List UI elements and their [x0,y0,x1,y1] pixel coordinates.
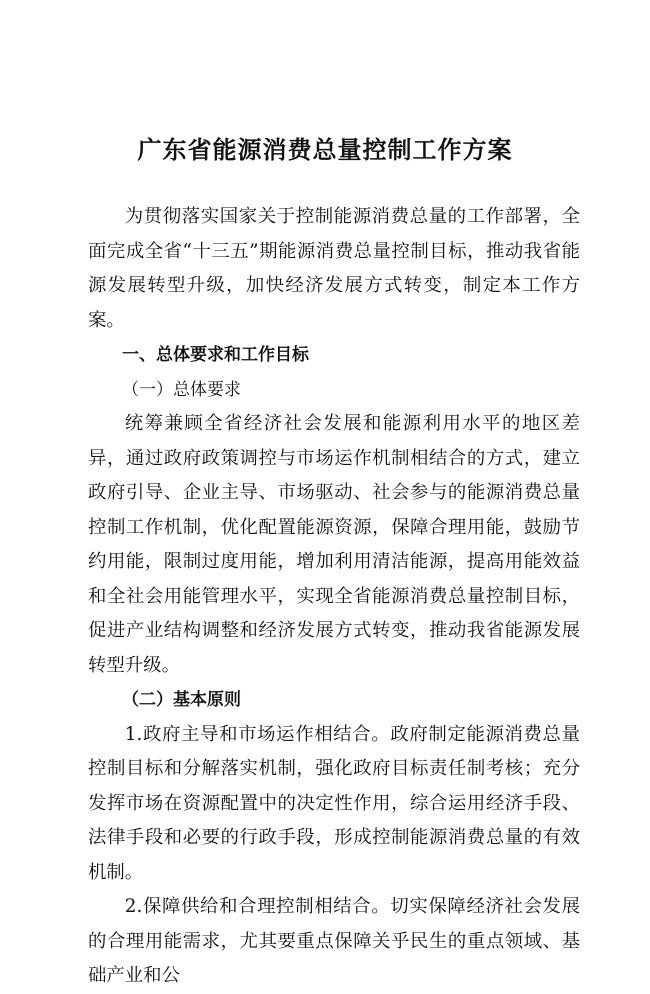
subsection-heading-general-requirements: （一）总体要求 [122,379,241,400]
principle-2-lead: 2.保障供给和合理控制相结合。 [124,896,391,917]
principle-2-paragraph [88,890,580,994]
document-title: 广东省能源消费总量控制工作方案 [137,136,513,164]
intro-paragraph: 为贯彻落实国家关于控制能源消费总量的工作部署，全面完成全省“十三五”期能源消费总量控制目标，推动我省能源发展转型升级，加快经济发展方式转变，制定本工作方案。 [88,206,580,331]
principle-1-text: 政府制定能源消费总量控制目标和分解落实机制，强化政府目标责任制考核；充分发挥市场在资源配置中的决定性作用，综合运用经济手段、法律手段和必要的行政手段，形成控制能源消费总量的有效机制。 [88,723,580,883]
principle-1-paragraph [88,718,580,891]
subsection-heading-basic-principles: （二）基本原则 [122,690,241,710]
general-requirements-paragraph: 统筹兼顾全省经济社会发展和能源利用水平的地区差异，通过政府政策调控与市场运作机制相结合的方式，建立政府引导、企业主导、市场驱动、社会参与的能源消费总量控制工作机制，优化配置能源资源，保障合理用能，鼓励节约用能，限制过度用能，增加利用清洁能源，提高用能效益和全社会用能管理水平，实现全省能源消费总量控制目标，促进产业结构调整和经济发展方式转变，推动我省能源发展转型升级。 [88,413,580,676]
principle-2-text: 切实保障经济社会发展的合理用能需求，尤其要重点保障关乎民生的重点领域、基础产业和公 [88,896,580,986]
document-body [88,200,580,994]
principle-1-lead: 1.政府主导和市场运作相结合。 [124,723,391,745]
section-heading-overall-requirements: 一、总体要求和工作目标 [122,345,309,365]
